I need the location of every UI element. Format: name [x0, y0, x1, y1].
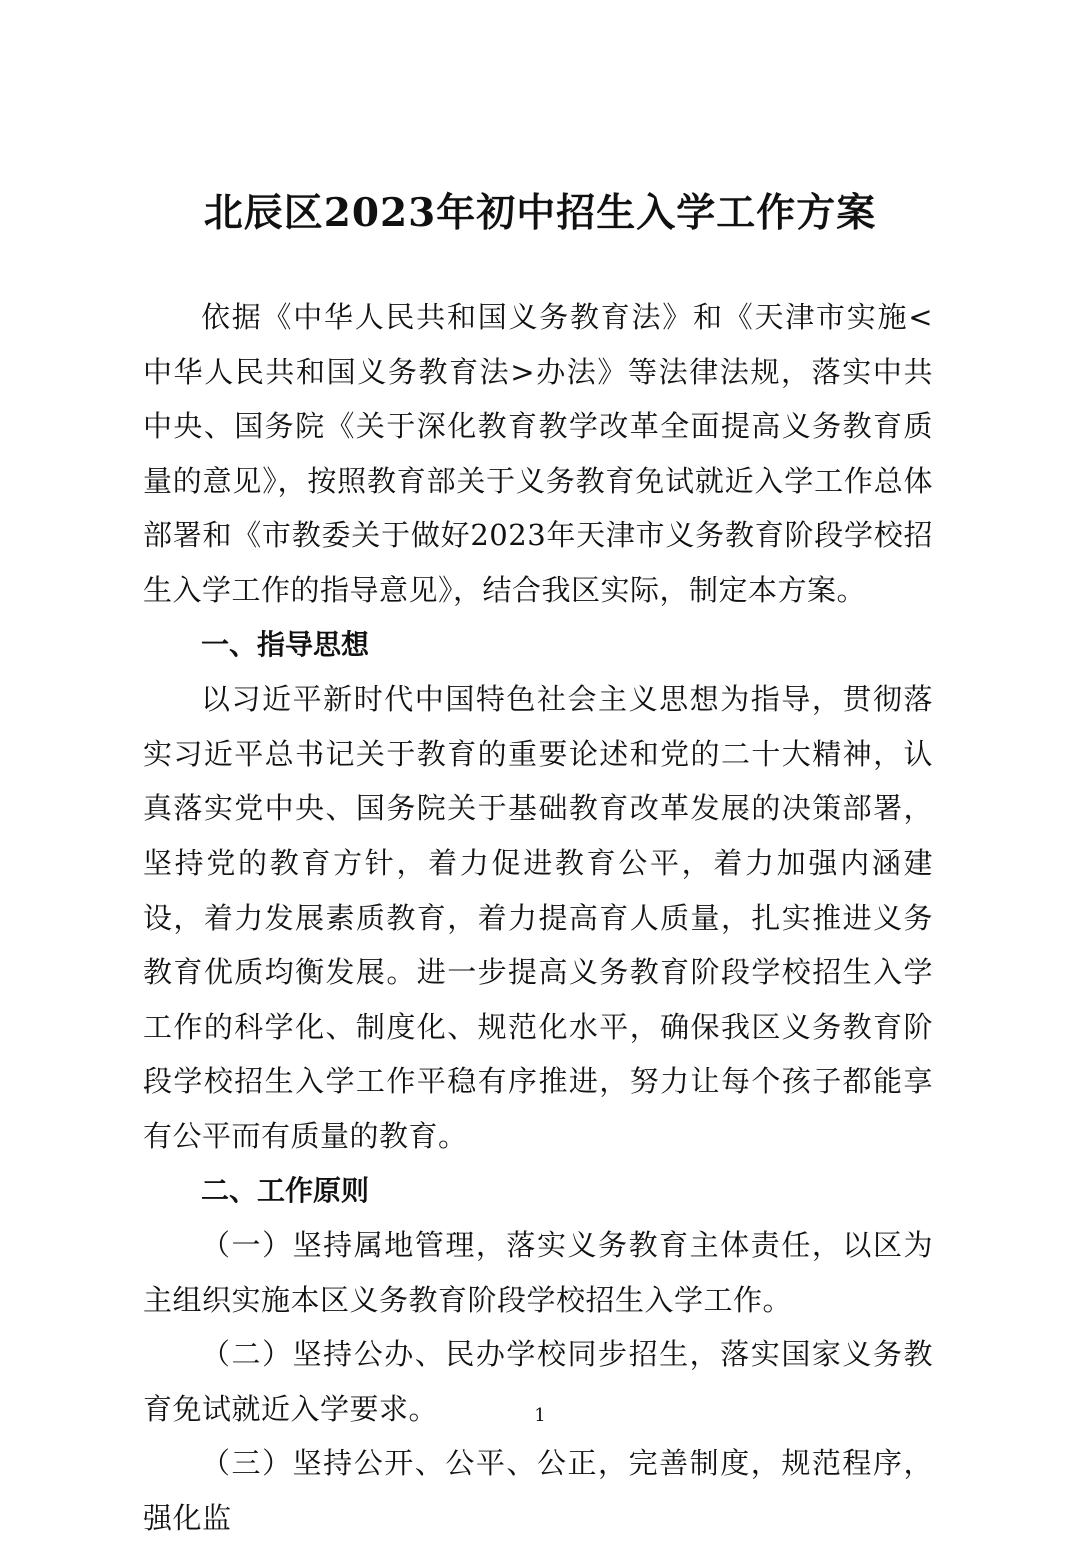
section-heading-guiding-ideology: 一、指导思想	[201, 627, 370, 661]
paragraph-principle-2: （二）坚持公办、民办学校同步招生，落实国家义务教育免试就近入学要求。	[143, 1337, 933, 1426]
document-body	[143, 290, 933, 1546]
paragraph-principle-1: （一）坚持属地管理，落实义务教育主体责任，以区为主组织实施本区义务教育阶段学校招生入学工作。	[143, 1228, 933, 1317]
section-heading-work-principles: 二、工作原则	[201, 1173, 370, 1207]
page-number: 1	[534, 1405, 546, 1426]
paragraph-intro: 依据《中华人民共和国义务教育法》和《天津市实施<中华人民共和国义务教育法>办法》等法律法规，落实中共中央、国务院《关于深化教育教学改革全面提高义务教育质量的意见》，按照教育部关于义务教育免试就近入学工作总体部署和《市教委关于做好2023年天津市义务教育阶段学校招生入学工作的指导意见》，结合我区实际，制定本方案。	[143, 300, 933, 607]
paragraph-principle-3: （三）坚持公开、公平、公正，完善制度，规范程序，强化监	[143, 1446, 933, 1536]
paragraph-guiding-ideology: 以习近平新时代中国特色社会主义思想为指导，贯彻落实习近平总书记关于教育的重要论述和党的二十大精神，认真落实党中央、国务院关于基础教育改革发展的决策部署，坚持党的教育方针，着力促进教育公平，着力加强内涵建设，着力发展素质教育，着力提高育人质量，扎实推进义务教育优质均衡发展。进一步提高义务教育阶段学校招生入学工作的科学化、制度化、规范化水平，确保我区义务教育阶段学校招生入学工作平稳有序推进，努力让每个孩子都能享有公平而有质量的教育。	[143, 682, 933, 1153]
document-title: 北辰区2023年初中招生入学工作方案	[203, 190, 877, 236]
